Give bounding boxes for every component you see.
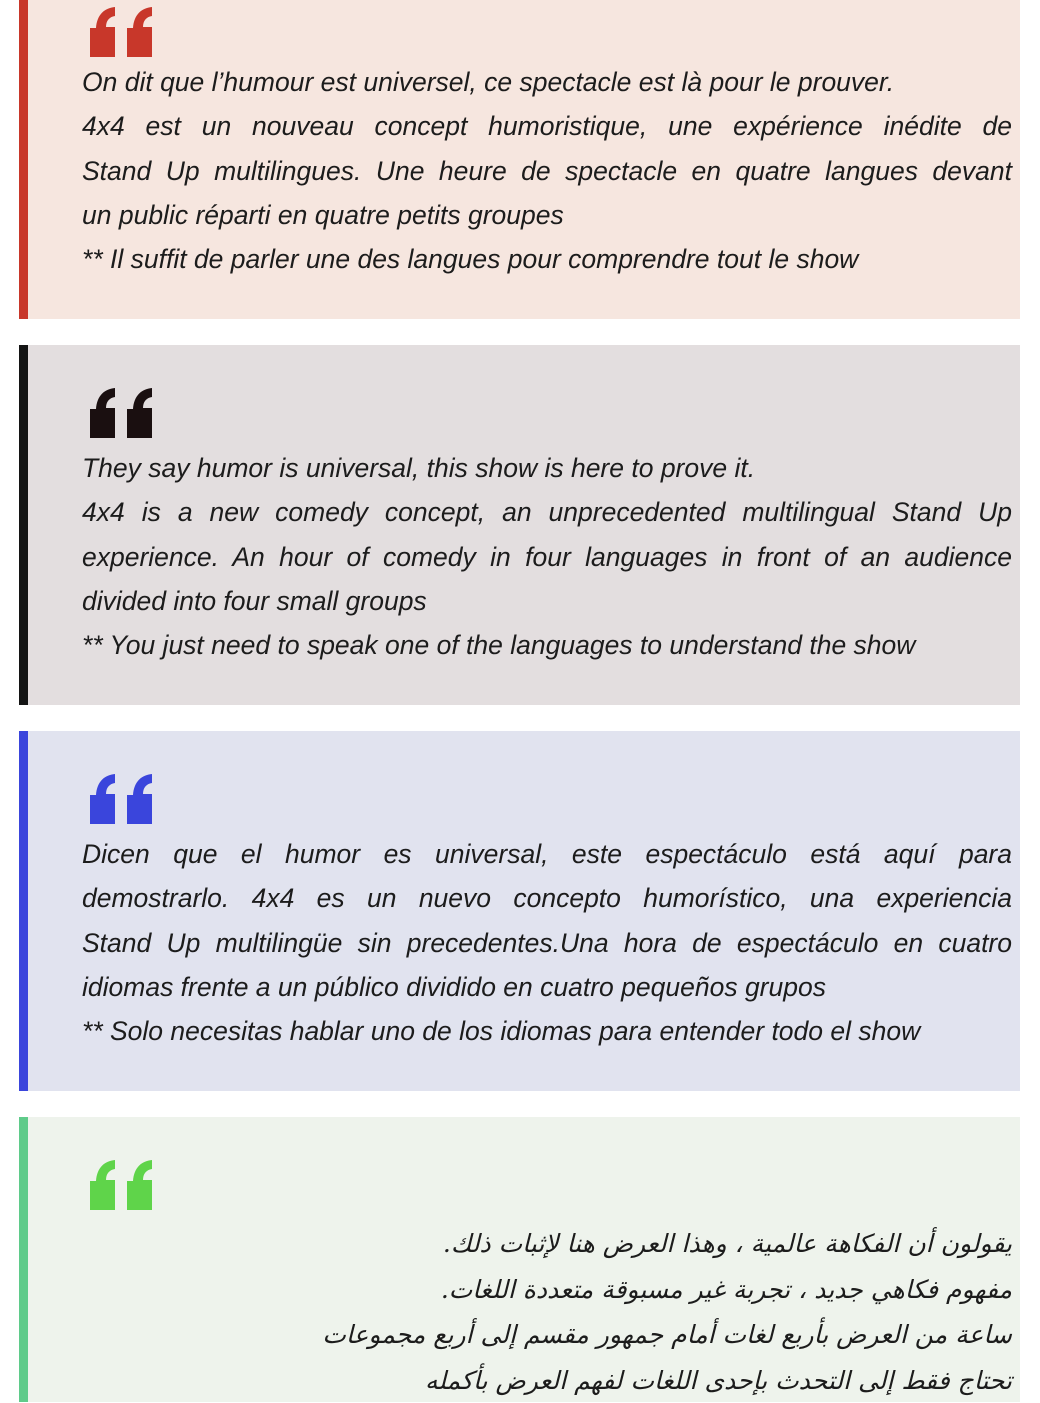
spanish-text	[82, 832, 1012, 1053]
quote-open-icon	[88, 385, 154, 441]
english-description-block	[19, 345, 1020, 705]
text-line: 4x4 is a new comedy concept, an unprecedented multilingual Stand Up	[82, 490, 1012, 534]
text-line: ** Solo necesitas hablar uno de los idiomas para entender todo el show	[82, 1009, 1012, 1053]
quote-open-icon	[88, 1157, 154, 1213]
text-line: ** Il suffit de parler une des langues pour comprendre tout le show	[82, 237, 1012, 281]
quote-open-icon	[88, 4, 154, 60]
text-line: Stand Up multilingues. Une heure de spectacle en quatre langues devant	[82, 149, 1012, 193]
french-text	[82, 60, 1012, 281]
text-line: ** You just need to speak one of the languages to understand the show	[82, 623, 1012, 667]
text-line: On dit que l’humour est universel, ce spectacle est là pour le prouver.	[82, 60, 1012, 104]
text-line: ساعة من العرض بأربع لغات أمام جمهور مقسم إلى أربع مجموعات	[82, 1312, 1012, 1358]
text-line: 4x4 est un nouveau concept humoristique, une expérience inédite de	[82, 104, 1012, 148]
quote-open-icon	[88, 771, 154, 827]
text-line: experience. An hour of comedy in four languages in front of an audience	[82, 535, 1012, 579]
text-line: يقولون أن الفكاهة عالمية ، وهذا العرض هنا لإثبات ذلك.	[82, 1221, 1012, 1267]
text-line: idiomas frente a un público dividido en cuatro pequeños grupos	[82, 965, 1012, 1009]
english-text	[82, 446, 1012, 667]
text-line: un public réparti en quatre petits groupes	[82, 193, 1012, 237]
text-line: مفهوم فكاهي جديد ، تجربة غير مسبوقة متعددة اللغات.	[82, 1267, 1012, 1313]
text-line: تحتاج فقط إلى التحدث بإحدى اللغات لفهم العرض بأكمله	[82, 1358, 1012, 1403]
arabic-description-block	[19, 1117, 1020, 1402]
arabic-text	[82, 1221, 1012, 1403]
french-description-block	[19, 0, 1020, 319]
spanish-description-block	[19, 731, 1020, 1091]
text-line: demostrarlo. 4x4 es un nuevo concepto humorístico, una experiencia	[82, 876, 1012, 920]
text-line: They say humor is universal, this show is here to prove it.	[82, 446, 1012, 490]
text-line: Stand Up multilingüe sin precedentes.Una hora de espectáculo en cuatro	[82, 921, 1012, 965]
text-line: Dicen que el humor es universal, este espectáculo está aquí para	[82, 832, 1012, 876]
text-line: divided into four small groups	[82, 579, 1012, 623]
